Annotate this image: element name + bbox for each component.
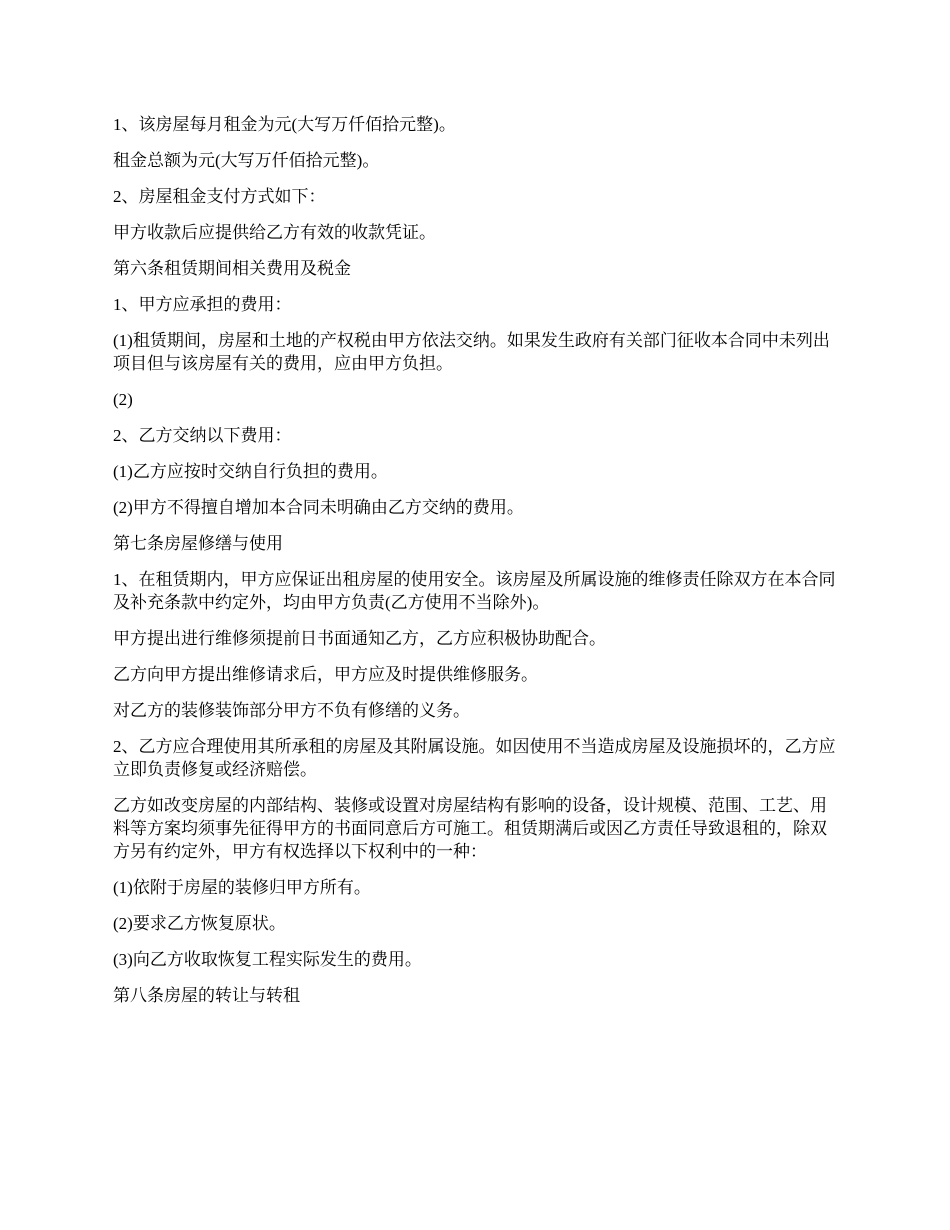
document-body — [113, 113, 841, 1020]
paragraph-payment-method: 2、房屋租金支付方式如下： — [113, 187, 326, 206]
paragraph-party-b-fees: 2、乙方交纳以下费用： — [113, 426, 292, 445]
paragraph-option-1: (1)依附于房屋的装修归甲方所有。 — [113, 878, 371, 897]
paragraph-structure-change: 乙方如改变房屋的内部结构、装修或设置对房屋结构有影响的设备，设计规模、范围、工艺、用料等方案均须事先征得甲方的书面同意后方可施工。租赁期满后或因乙方责任导致退租的，除双方另有约定外，甲方有权选择以下权利中的一种： — [113, 796, 827, 861]
paragraph-property-tax: (1)租赁期间，房屋和土地的产权税由甲方依法交纳。如果发生政府有关部门征收本合同中未列出项目但与该房屋有关的费用，应由甲方负担。 — [113, 331, 830, 373]
paragraph-item-2-empty: (2) — [113, 390, 133, 409]
paragraph-no-extra-fees: (2)甲方不得擅自增加本合同未明确由乙方交纳的费用。 — [113, 498, 524, 517]
paragraph-repair-request: 乙方向甲方提出维修请求后，甲方应及时提供维修服务。 — [113, 665, 538, 684]
paragraph-party-a-fees: 1、甲方应承担的费用： — [113, 295, 292, 314]
paragraph-repair-notice: 甲方提出进行维修须提前日书面通知乙方，乙方应积极协助配合。 — [113, 629, 606, 648]
paragraph-option-2: (2)要求乙方恢复原状。 — [113, 914, 286, 933]
paragraph-receipt: 甲方收款后应提供给乙方有效的收款凭证。 — [113, 223, 436, 242]
paragraph-rent-monthly: 1、该房屋每月租金为元(大写万仟佰拾元整)。 — [113, 115, 456, 134]
paragraph-safety-maintenance: 1、在租赁期内，甲方应保证出租房屋的使用安全。该房屋及所属设施的维修责任除双方在本合同及补充条款中约定外，均由甲方负责(乙方使用不当除外)。 — [113, 570, 836, 612]
paragraph-party-b-timely: (1)乙方应按时交纳自行负担的费用。 — [113, 462, 388, 481]
paragraph-decoration-exempt: 对乙方的装修装饰部分甲方不负有修缮的义务。 — [113, 701, 470, 720]
paragraph-reasonable-use: 2、乙方应合理使用其所承租的房屋及其附属设施。如因使用不当造成房屋及设施损坏的，乙方应立即负责修复或经济赔偿。 — [113, 737, 836, 779]
section-heading-article-6: 第六条租赁期间相关费用及税金 — [113, 259, 351, 278]
paragraph-option-3: (3)向乙方收取恢复工程实际发生的费用。 — [113, 950, 422, 969]
paragraph-rent-total: 租金总额为元(大写万仟佰拾元整)。 — [113, 151, 380, 170]
section-heading-article-7: 第七条房屋修缮与使用 — [113, 534, 283, 553]
section-heading-article-8: 第八条房屋的转让与转租 — [113, 986, 300, 1005]
